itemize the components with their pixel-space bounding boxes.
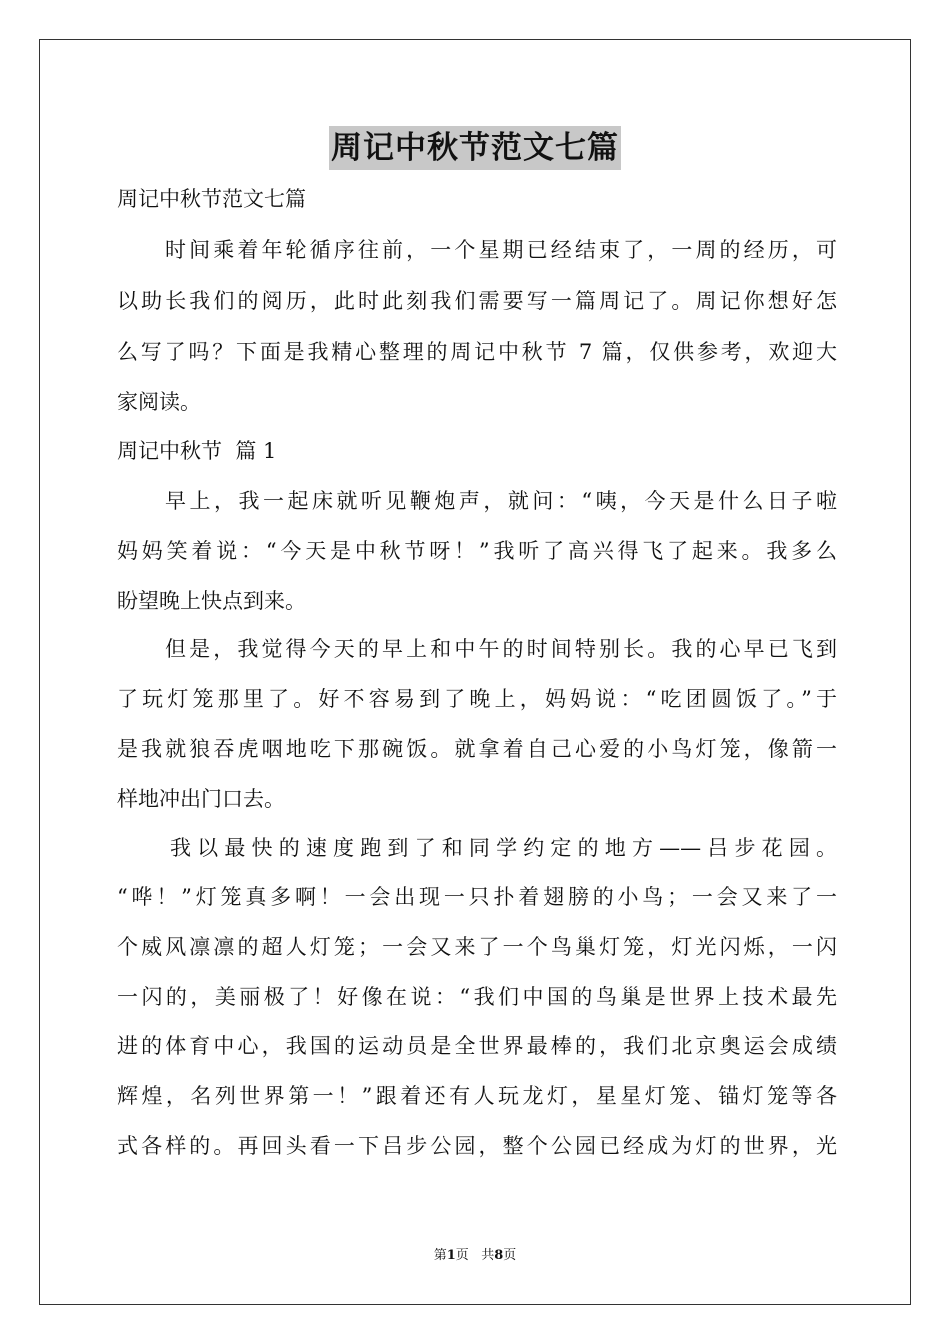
document-subtitle: 周记中秋节范文七篇 — [117, 187, 306, 211]
intro-line: 以助长我们的阅历，此时此刻我们需要写一篇周记了。周记你想好怎 — [117, 289, 837, 313]
paragraph-line: 是我就狼吞虎咽地吃下那碗饭。就拿着自己心爱的小鸟灯笼，像箭一 — [117, 737, 837, 761]
paragraph-line: 个威风凛凛的超人灯笼；一会又来了一个鸟巢灯笼，灯光闪烁，一闪 — [117, 935, 837, 959]
paragraph-line: 一闪的，美丽极了！好像在说：“我们中国的鸟巢是世界上技术最先 — [117, 985, 837, 1009]
paragraph-line: 盼望晚上快点到来。 — [117, 589, 306, 613]
page-border — [39, 39, 911, 1305]
paragraph-line: 早上，我一起床就听见鞭炮声，就问：“咦，今天是什么日子啦 — [165, 489, 837, 513]
intro-line: 么写了吗？下面是我精心整理的周记中秋节 7 篇，仅供参考，欢迎大 — [117, 340, 837, 364]
paragraph-line: “哗！”灯笼真多啊！一会出现一只扑着翅膀的小鸟；一会又来了一 — [117, 885, 837, 909]
paragraph-line: 妈妈笑着说：“今天是中秋节呀！”我听了高兴得飞了起来。我多么 — [117, 539, 837, 563]
page-footer — [0, 1247, 950, 1265]
footer-page-label: 页 — [455, 1248, 469, 1263]
footer-page-current: 1 — [446, 1248, 456, 1263]
paragraph-line: 我以最快的速度跑到了和同学约定的地方——吕步花园。 — [170, 836, 837, 860]
title-container — [0, 126, 950, 170]
document-title: 周记中秋节范文七篇 — [329, 126, 621, 170]
paragraph-line: 但是，我觉得今天的早上和中午的时间特别长。我的心早已飞到 — [165, 637, 837, 661]
paragraph-line: 辉煌，名列世界第一！”跟着还有人玩龙灯，星星灯笼、锚灯笼等各 — [117, 1084, 837, 1108]
footer-total-prefix: 共 — [481, 1248, 495, 1263]
footer-page-total: 8 — [494, 1248, 504, 1263]
footer-page-prefix: 第 — [433, 1248, 447, 1263]
paragraph-line: 了玩灯笼那里了。好不容易到了晚上，妈妈说：“吃团圆饭了。”于 — [117, 687, 837, 711]
footer-total-label: 页 — [503, 1248, 517, 1263]
paragraph-line: 样地冲出门口去。 — [117, 787, 285, 811]
paragraph-line: 式各样的。再回头看一下吕步公园，整个公园已经成为灯的世界，光 — [117, 1134, 837, 1158]
section-heading: 周记中秋节 篇 1 — [117, 439, 277, 463]
intro-line: 时间乘着年轮循序往前，一个星期已经结束了，一周的经历，可 — [165, 238, 837, 262]
intro-line: 家阅读。 — [117, 390, 201, 414]
paragraph-line: 进的体育中心，我国的运动员是全世界最棒的，我们北京奥运会成绩 — [117, 1034, 837, 1058]
